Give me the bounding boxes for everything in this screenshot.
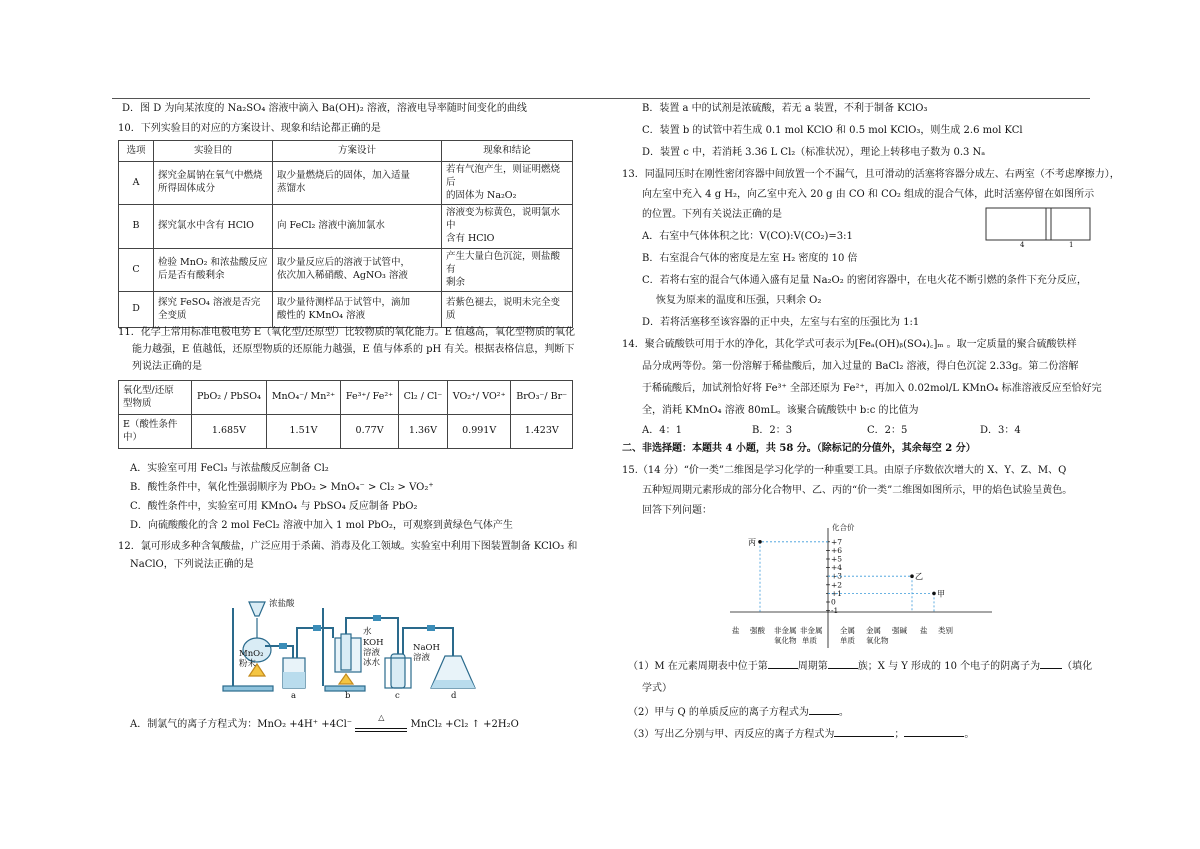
point-label: 乙 — [915, 572, 923, 582]
row-option: B — [119, 205, 154, 248]
label-koh: KOH — [363, 638, 384, 648]
q11-row-label: E（酸性条件 中） — [119, 415, 192, 449]
x-label-salt-left: 盐 — [732, 626, 740, 635]
q12-stem-line-2: NaClO，下列说法正确的是 — [130, 559, 254, 570]
q14-line-1: 14．聚合硫酸铁可用于水的净化，其化学式可表示为[Feₐ(OH)ᵦ(SO₄)꜀]ₘ 。取一定质量的聚合硫酸铁样 — [622, 339, 1077, 350]
data-point — [910, 574, 914, 578]
table-row — [119, 162, 573, 205]
y-tick-label: -1 — [831, 606, 839, 616]
q14-line-3: 于稀硫酸后，加试剂恰好将 Fe³⁺ 全部还原为 Fe²⁺，再加入 0.02mol/L KMnO₄ 标准溶液反应至恰好完 — [642, 383, 1102, 394]
q11-value: 1.685V — [192, 415, 267, 449]
label-naoh-solution: 溶液 — [413, 653, 431, 663]
q12-stem-line-1: 12．氯可形成多种含氧酸盐，广泛应用于杀菌、消毒及化工领域。实验室中利用下图装置制备 KClO₃ 和 — [118, 541, 578, 552]
row-option: A — [119, 162, 154, 205]
q15-sub3 — [628, 728, 974, 742]
row-option: D — [119, 292, 154, 328]
q15-sub2-text: （2）甲与 Q 的单质反应的离子方程式为 — [628, 707, 809, 718]
q11-header-label: 氧化型/还原 型物质 — [119, 381, 192, 415]
q13-option-a: A．右室中气体体积之比：V(CO):V(CO₂)=3:1 — [642, 231, 853, 242]
q13-line-2: 向左室中充入 4 g H₂，向乙室中充入 20 g 由 CO 和 CO₂ 组成的混合气体，此时活塞停留在如图所示 — [642, 189, 1095, 200]
label-b: b — [345, 691, 351, 698]
table-row — [119, 415, 573, 449]
q15-line-2: 五种短周期元素形成的部分化合物甲、乙、丙的“价一类”二维图如图所示，甲的焰色试验呈黄色。 — [642, 485, 1073, 496]
q13-line-3: 的位置。下列有关说法正确的是 — [642, 209, 782, 220]
q10-header-option: 选项 — [119, 141, 154, 162]
y-tick-label: 0 — [831, 597, 836, 607]
q13-option-c-cont: 恢复为原来的温度和压强，只剩余 O₂ — [656, 295, 822, 306]
point-label: 甲 — [937, 589, 945, 599]
q14-option-a: A．4：1 — [642, 425, 682, 436]
blank-period[interactable] — [768, 668, 798, 669]
row-goal: 探究氯水中含有 HClO — [154, 205, 273, 248]
label-a: a — [291, 691, 297, 698]
label-mno2: MnO₂ — [239, 649, 264, 659]
q11-value: 1.51V — [266, 415, 340, 449]
q11-option-a: A．实验室可用 FeCl₃ 与浓盐酸反应制备 Cl₂ — [130, 463, 329, 474]
point-label: 丙 — [748, 537, 756, 547]
x-label-metal-2: 金属 — [866, 626, 881, 635]
q14-option-c: C．2：5 — [867, 425, 908, 436]
q11-pair: VO₂⁺/ VO²⁺ — [447, 381, 511, 415]
q15-sub1-part-b: 周期第 — [797, 661, 828, 672]
q11-pair: BrO₃⁻/ Br⁻ — [511, 381, 573, 415]
table-row — [119, 381, 573, 415]
q12-option-b: B．装置 a 中的试剂是浓硫酸，若无 a 装置，不利于制备 KClO₃ — [642, 103, 928, 114]
q10-table — [118, 140, 573, 328]
label-d: d — [451, 691, 457, 698]
data-point — [758, 540, 762, 544]
q14-line-2: 品分成两等份。第一份溶解于稀盐酸后，加入过量的 BaCl₂ 溶液，得白色沉淀 2.33g。第二份溶解 — [642, 361, 1079, 372]
q10-header-plan: 方案设计 — [273, 141, 442, 162]
container-box — [986, 208, 1090, 240]
row-plan: 取少量燃烧后的固体，加入适量 蒸馏水 — [273, 162, 442, 205]
q13-line-1: 13．同温同压时在刚性密闭容器中间放置一个不漏气，且可滑动的活塞将容器分成左、右两室（不考虑摩擦力）， — [622, 169, 1120, 180]
q14-option-d: D．3：4 — [980, 425, 1021, 436]
q11-value: 0.991V — [447, 415, 511, 449]
blank-anion[interactable] — [1040, 668, 1062, 669]
label-koh-solution: 溶液 — [363, 648, 381, 658]
q15-sub3-text: （3）写出乙分别与甲、丙反应的离子方程式为 — [628, 729, 835, 740]
heat-arrow — [355, 712, 407, 732]
x-label-category: 类别 — [938, 626, 953, 635]
q12-option-c: C．装置 b 的试管中若生成 0.1 mol KClO 和 0.5 mol KClO₃，则生成 2.6 mol KCl — [642, 125, 1023, 136]
period: 。 — [838, 707, 849, 718]
q14-option-b: B．2：3 — [752, 425, 793, 436]
y-axis-title: 化合价 — [832, 523, 855, 532]
stand-base — [223, 686, 273, 691]
blank-equation-2[interactable] — [809, 714, 839, 715]
q15-line-3: 回答下列问题： — [642, 505, 712, 516]
q13-option-c: C．若将右室的混合气体通入盛有足量 Na₂O₂ 的密闭容器中，在电火花不断引燃的条件下充分反应， — [642, 275, 1087, 286]
q14-line-4: 全，消耗 KMnO₄ 溶液 80mL。该聚合硫酸铁中 b:c 的比值为 — [642, 405, 919, 416]
x-label-strong-base: 强碱 — [892, 626, 907, 635]
valence-graph — [730, 520, 1000, 652]
table-row — [119, 205, 573, 248]
piston — [1046, 208, 1051, 240]
q11-option-c: C．酸性条件中，实验室可用 KMnO₄ 与 PbSO₄ 反应制备 PbO₂ — [130, 501, 418, 512]
q15-sub1 — [628, 660, 1092, 674]
tick-1: 1 — [1069, 241, 1074, 248]
q15-line-1: 15.（14 分）“价一类”二维图是学习化学的一种重要工具。由原子序数依次增大的 X、Y、Z、M、Q — [622, 465, 1067, 476]
x-label-nonmetal-1: 非金属 — [774, 626, 797, 635]
blank-equation-3a[interactable] — [834, 736, 894, 737]
q12-option-d: D．装置 c 中，若消耗 3.36 L Cl₂（标准状况），理论上转移电子数为 0.3 Nₐ — [642, 147, 986, 158]
label-ice-water: 冰水 — [363, 658, 381, 668]
q15-sub1-part-c: 族；X 与 Y 形成的 10 个电子的阴离子为 — [857, 661, 1041, 672]
semicolon: ； — [894, 729, 905, 740]
q11-pair: PbO₂ / PbSO₄ — [192, 381, 267, 415]
row-result: 产生大量白色沉淀，则盐酸有 剩余 — [442, 248, 573, 291]
q10-header-goal: 实验目的 — [154, 141, 273, 162]
q10-header-row — [119, 141, 573, 162]
row-result: 若紫色褪去，说明未完全变质 — [442, 292, 573, 328]
data-point — [932, 592, 936, 596]
row-plan: 向 FeCl₂ 溶液中滴加氯水 — [273, 205, 442, 248]
q15-sub1-part-d: （填化 — [1062, 661, 1093, 672]
y-tick-label: +2 — [831, 580, 843, 590]
q10-header-result: 现象和结论 — [442, 141, 573, 162]
q12a-suffix: MnCl₂ +Cl₂ ↑ +2H₂O — [410, 719, 519, 730]
x-label-element-left: 单质 — [802, 636, 817, 645]
y-tick-label: +5 — [831, 554, 843, 564]
row-plan: 取少量待测样品于试管中，滴加 酸性的 KMnO₄ 溶液 — [273, 292, 442, 328]
y-tick-label: +6 — [831, 545, 843, 555]
q11-table — [118, 380, 573, 449]
q11-value: 1.423V — [511, 415, 573, 449]
apparatus-diagram — [213, 588, 503, 698]
x-label-salt-right: 盐 — [920, 626, 928, 635]
q9-option-d: D．图 D 为向某浓度的 Na₂SO₄ 溶液中滴入 Ba(OH)₂ 溶液，溶液电导率随时间变化的曲线 — [122, 103, 527, 114]
y-tick-label: +4 — [831, 563, 843, 573]
row-goal: 探究 FeSO₄ 溶液是否完 全变质 — [154, 292, 273, 328]
q11-option-d: D．向硫酸酸化的含 2 mol FeCl₂ 溶液中加入 1 mol PbO₂，可观察到黄绿色气体产生 — [130, 520, 513, 531]
q15-sub2 — [628, 706, 849, 720]
label-c: c — [395, 691, 400, 698]
q11-pair: Fe³⁺/ Fe²⁺ — [341, 381, 399, 415]
q11-option-b: B．酸性条件中，氧化性强弱顺序为 PbO₂ > MnO₄⁻ > Cl₂ > VO₂⁺ — [130, 482, 434, 493]
q11-stem-line-1: 11．化学上常用标准电极电势 E（氧化型/还原型）比较物质的氧化能力。E 值越高，氧化型物质的氧化 — [118, 327, 576, 338]
guide-line — [760, 542, 828, 612]
label-water: 水 — [363, 627, 372, 637]
header-rule — [112, 98, 1090, 99]
label-mno2-powder: 粉末 — [239, 659, 257, 669]
label-hcl: 浓盐酸 — [269, 599, 295, 609]
row-goal: 检验 MnO₂ 和浓盐酸反应 后是否有酸剩余 — [154, 248, 273, 291]
y-tick-label: +7 — [831, 537, 843, 547]
label-naoh: NaOH — [413, 643, 440, 653]
table-row — [119, 248, 573, 291]
q13-option-b: B．右室混合气体的密度是左室 H₂ 密度的 10 倍 — [642, 253, 858, 264]
section-2-heading: 二、非选择题：本题共 4 小题，共 58 分。（除标记的分值外，其余每空 2 分） — [622, 443, 976, 454]
q11-stem-line-3: 列说法正确的是 — [132, 361, 202, 372]
blank-equation-3b[interactable] — [904, 736, 964, 737]
x-label-oxide-left: 氧化物 — [774, 636, 797, 645]
period: 。 — [964, 729, 975, 740]
q11-value: 0.77V — [341, 415, 399, 449]
row-option: C — [119, 248, 154, 291]
blank-group[interactable] — [828, 668, 858, 669]
y-tick-label: +3 — [831, 571, 843, 581]
q12-option-a — [130, 712, 519, 732]
dropping-funnel — [249, 602, 265, 616]
guide-line — [828, 593, 934, 612]
tick-4: 4 — [1020, 241, 1025, 248]
delta-symbol: △ — [378, 712, 385, 722]
test-tube-c — [391, 654, 405, 688]
row-plan: 取少量反应后的溶液于试管中， 依次加入稀硝酸、AgNO₃ 溶液 — [273, 248, 442, 291]
q11-pair: MnO₄⁻/ Mn²⁺ — [266, 381, 340, 415]
q10-stem: 10．下列实验目的对应的方案设计、现象和结论都正确的是 — [118, 123, 381, 134]
q13-option-d: D．若将活塞移至该容器的正中央，左室与右室的压强比为 1:1 — [642, 317, 920, 328]
q11-stem-line-2: 能力越强，E 值越低，还原型物质的还原能力越强，E 值与体系的 pH 有关。根据表格信息，判断下 — [132, 344, 575, 355]
q12a-prefix: A．制氯气的离子方程式为：MnO₂ +4H⁺ +4Cl⁻ — [130, 719, 353, 730]
x-label-oxide-right: 氧化物 — [866, 636, 889, 645]
y-tick-label: +1 — [831, 588, 843, 598]
q15-sub1-part-a: （1）M 在元素周期表中位于第 — [628, 661, 768, 672]
row-result: 若有气泡产生，则证明燃烧后 的固体为 Na₂O₂ — [442, 162, 573, 205]
q11-pair: Cl₂ / Cl⁻ — [398, 381, 447, 415]
q11-value: 1.36V — [398, 415, 447, 449]
row-result: 溶液变为棕黄色，说明氯水中 含有 HClO — [442, 205, 573, 248]
x-label-strong-acid: 强酸 — [750, 626, 765, 635]
x-label-nonmetal-2: 非金属 — [800, 626, 823, 635]
x-label-element-right: 单质 — [840, 636, 855, 645]
q15-sub1-cont: 学式） — [642, 683, 672, 694]
x-label-metal-1: 全属 — [840, 626, 855, 635]
table-row — [119, 292, 573, 328]
row-goal: 探究金属钠在氧气中燃烧 所得固体成分 — [154, 162, 273, 205]
container-diagram — [984, 206, 1094, 248]
